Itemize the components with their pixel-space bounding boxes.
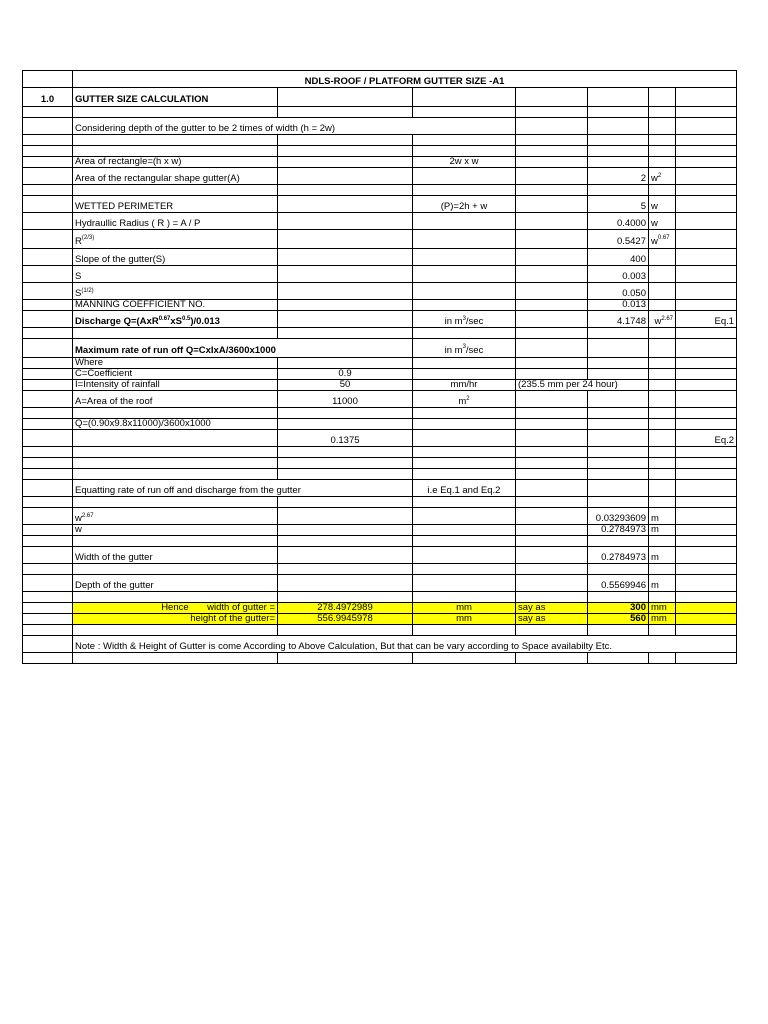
- w-value[interactable]: 0.2784973: [588, 525, 649, 536]
- w267-label[interactable]: $w^{2.67}$: [73, 508, 278, 525]
- wetted-perimeter-label[interactable]: WETTED PERIMETER: [73, 196, 278, 213]
- w267-value[interactable]: 0.03293609: [588, 508, 649, 525]
- width-label[interactable]: Width of the gutter: [73, 547, 278, 564]
- cell[interactable]: [23, 71, 73, 88]
- w267-unit[interactable]: m: [649, 508, 676, 525]
- hence-height-value[interactable]: 556.9945978: [278, 614, 413, 625]
- hence-width-label[interactable]: Hence width of gutter =: [73, 603, 278, 614]
- intensity-unit[interactable]: mm/hr: [413, 380, 516, 391]
- w-unit[interactable]: m: [649, 525, 676, 536]
- slope-label[interactable]: Slope of the gutter(S): [73, 249, 278, 266]
- wetted-perimeter-value[interactable]: 5: [588, 196, 649, 213]
- hence-height-say[interactable]: say as: [516, 614, 588, 625]
- r23-label[interactable]: $R^{(2/3)}$: [73, 230, 278, 249]
- s-value[interactable]: 0.003: [588, 266, 649, 283]
- depth-label[interactable]: Depth of the gutter: [73, 575, 278, 592]
- discharge-unit[interactable]: in $m^3/\sec$: [413, 311, 516, 328]
- intensity-value[interactable]: 50: [278, 380, 413, 391]
- runoff-unit[interactable]: in $m^3/\sec$: [413, 339, 516, 358]
- hence-width-unit[interactable]: mm: [413, 603, 516, 614]
- discharge-label[interactable]: Discharge $Q=(AxR^{0.67}xS^{0.5})/0.013$: [73, 311, 278, 328]
- slope-value[interactable]: 400: [588, 249, 649, 266]
- equating-label[interactable]: Equatting rate of run off and discharge from the gutter: [73, 480, 413, 497]
- depth-unit[interactable]: m: [649, 575, 676, 592]
- discharge-w-unit[interactable]: $w^{2.67}$: [649, 311, 676, 328]
- final-height-value[interactable]: 560: [588, 614, 649, 625]
- eq2-label[interactable]: Eq.2: [676, 430, 737, 447]
- manning-value[interactable]: 0.013: [588, 300, 649, 311]
- area-shape-label[interactable]: Area of the rectangular shape gutter(A): [73, 168, 278, 185]
- calculation-sheet: [22, 70, 737, 664]
- runoff-label[interactable]: Maximum rate of run off Q=CxIxA/3600x1000: [73, 339, 413, 358]
- q-value[interactable]: 0.1375: [278, 430, 413, 447]
- final-width-unit[interactable]: mm: [649, 603, 676, 614]
- hydraulic-radius-value[interactable]: 0.4000: [588, 213, 649, 230]
- intensity-label[interactable]: I=Intensity of rainfall: [73, 380, 278, 391]
- note-text[interactable]: Note : Width & Height of Gutter is come According to Above Calculation, But that can be vary according to Space availabilty Etc.: [73, 636, 737, 653]
- roof-area-label[interactable]: A=Area of the roof: [73, 391, 278, 408]
- eq1-label[interactable]: Eq.1: [676, 311, 737, 328]
- manning-label[interactable]: MANNING COEFFICIENT NO.: [73, 300, 278, 311]
- s12-value[interactable]: 0.050: [588, 283, 649, 300]
- s12-label[interactable]: $S^{(1/2)}$: [73, 283, 278, 300]
- where-label[interactable]: Where: [73, 358, 278, 369]
- section-number[interactable]: 1.0: [23, 88, 73, 107]
- area-shape-unit[interactable]: $w^2$: [649, 168, 676, 185]
- sheet-title[interactable]: NDLS-ROOF / PLATFORM GUTTER SIZE -A1: [73, 71, 737, 88]
- depth-value[interactable]: 0.5569946: [588, 575, 649, 592]
- q-formula[interactable]: Q=(0.90x9.8x11000)/3600x1000: [73, 419, 278, 430]
- width-value[interactable]: 0.2784973: [588, 547, 649, 564]
- hence-height-label[interactable]: height of the gutter=: [73, 614, 278, 625]
- hence-height-unit[interactable]: mm: [413, 614, 516, 625]
- hence-width-value[interactable]: 278.4972989: [278, 603, 413, 614]
- final-width-value[interactable]: 300: [588, 603, 649, 614]
- w-label[interactable]: w: [73, 525, 278, 536]
- hydraulic-radius-unit[interactable]: w: [649, 213, 676, 230]
- roof-area-unit[interactable]: $m^2$: [413, 391, 516, 408]
- final-height-unit[interactable]: mm: [649, 614, 676, 625]
- area-rect-label[interactable]: Area of rectangle=(h x w): [73, 157, 278, 168]
- r23-unit[interactable]: $w^{0.67}$: [649, 230, 676, 249]
- width-unit[interactable]: m: [649, 547, 676, 564]
- discharge-value[interactable]: 4.1748: [588, 311, 649, 328]
- coef-label[interactable]: C=Coefficient: [73, 369, 278, 380]
- roof-area-value[interactable]: 11000: [278, 391, 413, 408]
- wetted-perimeter-formula[interactable]: (P)=2h + w: [413, 196, 516, 213]
- hydraulic-radius-label[interactable]: Hydraullic Radius ( R ) = A / P: [73, 213, 278, 230]
- equating-ref[interactable]: i.e Eq.1 and Eq.2: [413, 480, 516, 497]
- area-shape-value[interactable]: 2: [588, 168, 649, 185]
- s-label[interactable]: S: [73, 266, 278, 283]
- hence-width-say[interactable]: say as: [516, 603, 588, 614]
- intensity-note[interactable]: (235.5 mm per 24 hour): [516, 380, 649, 391]
- assumption-text[interactable]: Considering depth of the gutter to be 2 times of width (h = 2w): [73, 118, 516, 135]
- wetted-perimeter-unit[interactable]: w: [649, 196, 676, 213]
- area-rect-formula[interactable]: 2w x w: [413, 157, 516, 168]
- r23-value[interactable]: 0.5427: [588, 230, 649, 249]
- section-title[interactable]: GUTTER SIZE CALCULATION: [73, 88, 278, 107]
- coef-value[interactable]: 0.9: [278, 369, 413, 380]
